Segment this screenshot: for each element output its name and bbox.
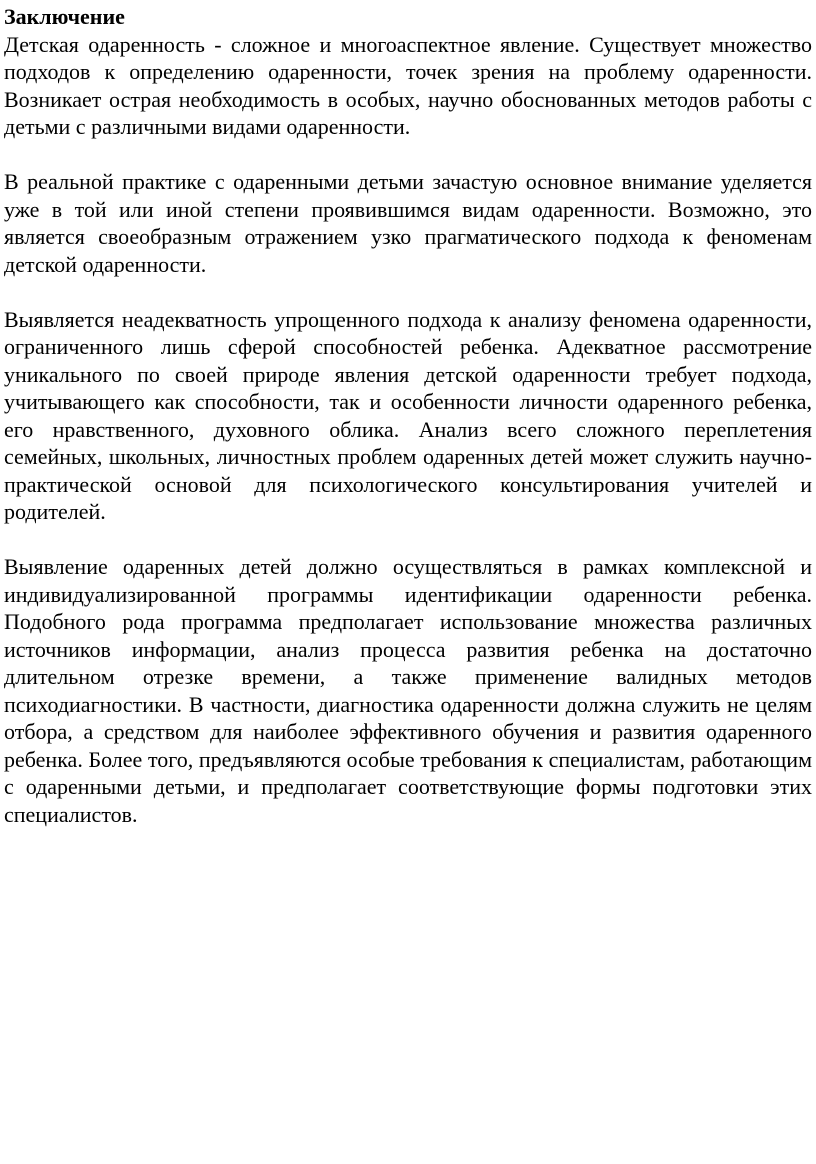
paragraph-2: В реальной практике с одаренными детьми зачастую основное внимание уделяется уже в той или иной степени проявившимся видам одаренности. Возможно, это является своеобразным отражением узко прагматического подхода к феноменам детской одаренности.: [4, 169, 812, 277]
section-heading: Заключение: [4, 4, 125, 29]
paragraph-1: Детская одаренность - сложное и многоаспектное явление. Существует множество подходов к определению одаренности, точек зрения на проблему одаренности. Возникает острая необходимость в особых, научно обоснованных методов работы с детьми с различными видами одаренности.: [4, 31, 812, 139]
paragraph-4: Выявление одаренных детей должно осуществляться в рамках комплексной и индивидуализированной программы идентификации одаренности ребенка. Подобного рода программа предполагает использование множества различных источников информации, анализ процесса развития ребенка на достаточно длительном отрезке времени, а также применение валидных методов психодиагностики. В частности, диагностика одаренности должна служить не целям отбора, а средством для наиболее эффективного обучения и развития одаренного ребенка. Более того, предъявляются особые требования к специалистам, работающим с одаренными детьми, и предполагает соответствующие формы подготовки этих специалистов.: [4, 554, 812, 827]
paragraph-3: Выявляется неадекватность упрощенного подхода к анализу феномена одаренности, ограниченного лишь сферой способностей ребенка. Адекватное рассмотрение уникального по своей природе явления детской одаренности требует подхода, учитывающего как способности, так и особенности личности одаренного ребенка, его нравственного, духовного облика. Анализ всего сложного переплетения семейных, школьных, личностных проблем одаренных детей может служить научно-практической основой для психологического консультирования учителей и родителей.: [4, 306, 812, 524]
